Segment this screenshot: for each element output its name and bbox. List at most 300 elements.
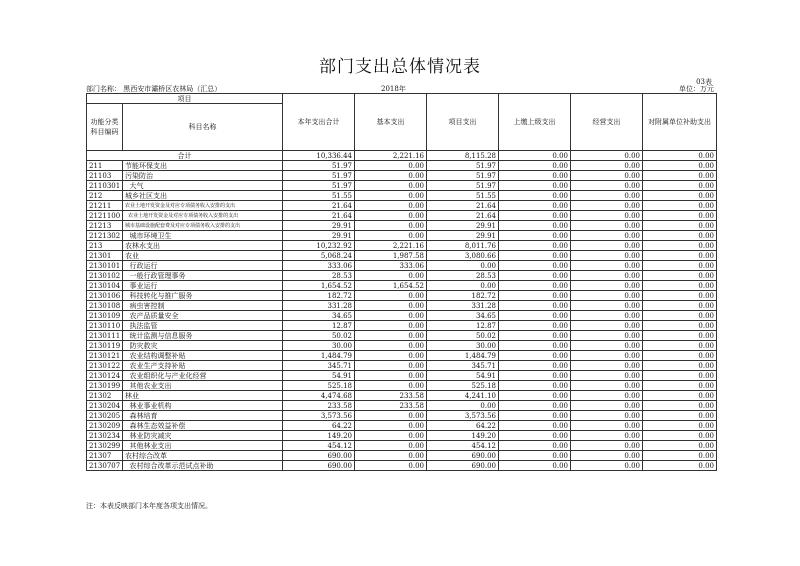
subject-name-cell: 城市环境卫生 bbox=[123, 231, 283, 241]
unit-label: 单位：万元 bbox=[679, 85, 714, 93]
func-code-cell: 21211 bbox=[87, 201, 123, 211]
amount-cell: 0.00 bbox=[643, 371, 717, 381]
amount-cell: 0.00 bbox=[499, 221, 571, 231]
table-row bbox=[87, 171, 717, 181]
amount-cell: 0.00 bbox=[427, 281, 499, 291]
amount-cell: 182.72 bbox=[283, 291, 355, 301]
amount-cell: 0.00 bbox=[499, 191, 571, 201]
amount-cell: 454.12 bbox=[427, 441, 499, 451]
subject-name-cell: 统计监测与信息服务 bbox=[123, 331, 283, 341]
amount-cell: 0.00 bbox=[571, 381, 643, 391]
table-row bbox=[87, 211, 717, 221]
total-cell: 10,336.44 bbox=[283, 151, 355, 161]
amount-cell: 0.00 bbox=[355, 361, 427, 371]
subject-name-cell: 城市基础设施配套费及对应专项债务收入安排的支出 bbox=[123, 221, 283, 231]
amount-cell: 525.18 bbox=[283, 381, 355, 391]
amount-cell: 0.00 bbox=[643, 421, 717, 431]
func-code-cell: 2130121 bbox=[87, 351, 123, 361]
subject-name-cell: 一般行政管理事务 bbox=[123, 271, 283, 281]
amount-cell: 0.00 bbox=[571, 461, 643, 471]
table-row bbox=[87, 391, 717, 401]
amount-cell: 0.00 bbox=[499, 271, 571, 281]
func-code-cell: 21307 bbox=[87, 451, 123, 461]
amount-cell: 0.00 bbox=[355, 441, 427, 451]
func-code-cell: 21103 bbox=[87, 171, 123, 181]
subject-name-cell: 其他林业支出 bbox=[123, 441, 283, 451]
amount-cell: 0.00 bbox=[571, 221, 643, 231]
func-code-cell: 2130234 bbox=[87, 431, 123, 441]
amount-cell: 0.00 bbox=[571, 331, 643, 341]
table-row bbox=[87, 331, 717, 341]
amount-cell: 0.00 bbox=[355, 371, 427, 381]
subject-name-cell: 农业生产支持补贴 bbox=[123, 361, 283, 371]
amount-cell: 345.71 bbox=[427, 361, 499, 371]
amount-cell: 0.00 bbox=[571, 161, 643, 171]
subject-name-cell: 农村综合改革 bbox=[123, 451, 283, 461]
func-code-cell: 2130119 bbox=[87, 341, 123, 351]
amount-cell: 0.00 bbox=[571, 351, 643, 361]
amount-cell: 0.00 bbox=[643, 291, 717, 301]
amount-cell: 0.00 bbox=[355, 291, 427, 301]
total-cell: 0.00 bbox=[499, 151, 571, 161]
amount-cell: 0.00 bbox=[355, 311, 427, 321]
amount-cell: 0.00 bbox=[355, 331, 427, 341]
func-code-cell: 2130209 bbox=[87, 421, 123, 431]
subject-name-cell: 事业运行 bbox=[123, 281, 283, 291]
func-code-cell: 2121100 bbox=[87, 211, 123, 221]
amount-cell: 0.00 bbox=[643, 251, 717, 261]
total-label: 合计 bbox=[87, 151, 283, 161]
func-code-cell: 2130108 bbox=[87, 301, 123, 311]
table-row bbox=[87, 421, 717, 431]
amount-cell: 690.00 bbox=[427, 461, 499, 471]
amount-cell: 0.00 bbox=[571, 261, 643, 271]
func-code-cell: 2130106 bbox=[87, 291, 123, 301]
subject-name-cell: 林业 bbox=[123, 391, 283, 401]
table-row bbox=[87, 261, 717, 271]
amount-cell: 0.00 bbox=[571, 311, 643, 321]
amount-cell: 333.06 bbox=[355, 261, 427, 271]
amount-cell: 0.00 bbox=[499, 241, 571, 251]
amount-cell: 0.00 bbox=[643, 171, 717, 181]
amount-cell: 30.00 bbox=[427, 341, 499, 351]
form-code: 03表 bbox=[696, 78, 712, 86]
header-func-code: 功能分类科目编码 bbox=[87, 104, 123, 151]
amount-cell: 29.91 bbox=[283, 231, 355, 241]
amount-cell: 64.22 bbox=[283, 421, 355, 431]
amount-cell: 0.00 bbox=[571, 271, 643, 281]
table-row bbox=[87, 321, 717, 331]
func-code-cell: 2130102 bbox=[87, 271, 123, 281]
amount-cell: 0.00 bbox=[355, 451, 427, 461]
table-row bbox=[87, 401, 717, 411]
page-title: 部门支出总体情况表 bbox=[319, 57, 481, 77]
amount-cell: 0.00 bbox=[643, 431, 717, 441]
amount-cell: 0.00 bbox=[499, 251, 571, 261]
amount-cell: 51.97 bbox=[427, 161, 499, 171]
amount-cell: 0.00 bbox=[571, 401, 643, 411]
amount-cell: 0.00 bbox=[643, 221, 717, 231]
amount-cell: 0.00 bbox=[571, 231, 643, 241]
amount-cell: 0.00 bbox=[499, 291, 571, 301]
amount-cell: 0.00 bbox=[643, 201, 717, 211]
table-row bbox=[87, 441, 717, 451]
amount-cell: 0.00 bbox=[355, 341, 427, 351]
amount-cell: 50.02 bbox=[283, 331, 355, 341]
amount-cell: 21.64 bbox=[283, 211, 355, 221]
subject-name-cell: 农产品质量安全 bbox=[123, 311, 283, 321]
amount-cell: 0.00 bbox=[499, 231, 571, 241]
amount-cell: 0.00 bbox=[643, 401, 717, 411]
table-row bbox=[87, 411, 717, 421]
amount-cell: 54.91 bbox=[427, 371, 499, 381]
amount-cell: 54.91 bbox=[283, 371, 355, 381]
amount-cell: 182.72 bbox=[427, 291, 499, 301]
amount-cell: 0.00 bbox=[427, 401, 499, 411]
amount-cell: 0.00 bbox=[499, 211, 571, 221]
amount-cell: 149.20 bbox=[427, 431, 499, 441]
table-row bbox=[87, 431, 717, 441]
func-code-cell: 2130205 bbox=[87, 411, 123, 421]
amount-cell: 0.00 bbox=[499, 171, 571, 181]
amount-cell: 0.00 bbox=[571, 171, 643, 181]
amount-cell: 0.00 bbox=[499, 431, 571, 441]
amount-cell: 0.00 bbox=[643, 411, 717, 421]
amount-cell: 0.00 bbox=[499, 201, 571, 211]
subject-name-cell: 农业组织化与产业化经营 bbox=[123, 371, 283, 381]
amount-cell: 0.00 bbox=[571, 361, 643, 371]
footnote: 注：本表反映部门本年度各项支出情况。 bbox=[86, 502, 212, 510]
amount-cell: 0.00 bbox=[499, 281, 571, 291]
amount-cell: 51.97 bbox=[427, 171, 499, 181]
amount-cell: 233.58 bbox=[355, 391, 427, 401]
func-code-cell: 2121302 bbox=[87, 231, 123, 241]
amount-cell: 690.00 bbox=[283, 451, 355, 461]
header-col-project: 项目支出 bbox=[427, 94, 499, 151]
subject-name-cell: 节能环保支出 bbox=[123, 161, 283, 171]
amount-cell: 0.00 bbox=[643, 441, 717, 451]
func-code-cell: 2130104 bbox=[87, 281, 123, 291]
header-project: 项目 bbox=[87, 94, 283, 104]
amount-cell: 51.97 bbox=[283, 181, 355, 191]
amount-cell: 3,573.56 bbox=[427, 411, 499, 421]
subject-name-cell: 农业土地开发资金及对应专项债务收入安排的支出 bbox=[123, 211, 283, 221]
subject-name-cell: 农林水支出 bbox=[123, 241, 283, 251]
amount-cell: 4,241.10 bbox=[427, 391, 499, 401]
subject-name-cell: 污染防治 bbox=[123, 171, 283, 181]
amount-cell: 0.00 bbox=[499, 421, 571, 431]
amount-cell: 0.00 bbox=[427, 261, 499, 271]
amount-cell: 0.00 bbox=[643, 331, 717, 341]
table-row bbox=[87, 291, 717, 301]
amount-cell: 0.00 bbox=[643, 161, 717, 171]
subject-name-cell: 森林培育 bbox=[123, 411, 283, 421]
amount-cell: 0.00 bbox=[571, 201, 643, 211]
amount-cell: 0.00 bbox=[571, 181, 643, 191]
amount-cell: 0.00 bbox=[499, 351, 571, 361]
table-row bbox=[87, 461, 717, 471]
subject-name-cell: 森林生态效益补偿 bbox=[123, 421, 283, 431]
table-row bbox=[87, 361, 717, 371]
amount-cell: 0.00 bbox=[643, 341, 717, 351]
subject-name-cell: 农村综合改革示范试点补助 bbox=[123, 461, 283, 471]
amount-cell: 0.00 bbox=[571, 241, 643, 251]
amount-cell: 1,654.52 bbox=[283, 281, 355, 291]
amount-cell: 0.00 bbox=[499, 331, 571, 341]
func-code-cell: 2110301 bbox=[87, 181, 123, 191]
amount-cell: 0.00 bbox=[643, 261, 717, 271]
table-row bbox=[87, 281, 717, 291]
amount-cell: 4,474.68 bbox=[283, 391, 355, 401]
table-row bbox=[87, 351, 717, 361]
amount-cell: 0.00 bbox=[643, 451, 717, 461]
amount-cell: 331.28 bbox=[427, 301, 499, 311]
subject-name-cell: 病虫害控制 bbox=[123, 301, 283, 311]
table-row bbox=[87, 311, 717, 321]
subject-name-cell: 农业结构调整补贴 bbox=[123, 351, 283, 361]
amount-cell: 0.00 bbox=[643, 391, 717, 401]
amount-cell: 34.65 bbox=[283, 311, 355, 321]
amount-cell: 0.00 bbox=[571, 431, 643, 441]
amount-cell: 0.00 bbox=[571, 291, 643, 301]
amount-cell: 0.00 bbox=[571, 211, 643, 221]
amount-cell: 0.00 bbox=[355, 171, 427, 181]
amount-cell: 51.55 bbox=[427, 191, 499, 201]
table-row bbox=[87, 181, 717, 191]
amount-cell: 51.55 bbox=[283, 191, 355, 201]
amount-cell: 0.00 bbox=[571, 301, 643, 311]
amount-cell: 0.00 bbox=[499, 161, 571, 171]
func-code-cell: 21213 bbox=[87, 221, 123, 231]
subject-name-cell: 行政运行 bbox=[123, 261, 283, 271]
amount-cell: 525.18 bbox=[427, 381, 499, 391]
amount-cell: 8,011.76 bbox=[427, 241, 499, 251]
amount-cell: 0.00 bbox=[643, 281, 717, 291]
amount-cell: 0.00 bbox=[571, 371, 643, 381]
func-code-cell: 2130122 bbox=[87, 361, 123, 371]
amount-cell: 0.00 bbox=[643, 231, 717, 241]
amount-cell: 12.87 bbox=[427, 321, 499, 331]
amount-cell: 0.00 bbox=[499, 451, 571, 461]
amount-cell: 0.00 bbox=[355, 221, 427, 231]
func-code-cell: 211 bbox=[87, 161, 123, 171]
amount-cell: 0.00 bbox=[355, 351, 427, 361]
amount-cell: 690.00 bbox=[427, 451, 499, 461]
amount-cell: 1,484.79 bbox=[427, 351, 499, 361]
total-row bbox=[87, 151, 717, 161]
amount-cell: 0.00 bbox=[355, 321, 427, 331]
subject-name-cell: 林业事业机构 bbox=[123, 401, 283, 411]
amount-cell: 0.00 bbox=[355, 191, 427, 201]
subject-name-cell: 执法监管 bbox=[123, 321, 283, 331]
amount-cell: 51.97 bbox=[283, 171, 355, 181]
subject-name-cell: 城乡社区支出 bbox=[123, 191, 283, 201]
table-row bbox=[87, 231, 717, 241]
header-col-subsidy: 对附属单位补助支出 bbox=[643, 94, 717, 151]
amount-cell: 0.00 bbox=[355, 231, 427, 241]
amount-cell: 0.00 bbox=[643, 351, 717, 361]
func-code-cell: 2130707 bbox=[87, 461, 123, 471]
table-row bbox=[87, 381, 717, 391]
table-row bbox=[87, 301, 717, 311]
func-code-cell: 2130124 bbox=[87, 371, 123, 381]
amount-cell: 233.58 bbox=[355, 401, 427, 411]
func-code-cell: 212 bbox=[87, 191, 123, 201]
expenditure-table bbox=[86, 93, 717, 471]
amount-cell: 0.00 bbox=[571, 421, 643, 431]
subject-name-cell: 大气 bbox=[123, 181, 283, 191]
amount-cell: 0.00 bbox=[355, 201, 427, 211]
amount-cell: 21.64 bbox=[427, 201, 499, 211]
amount-cell: 0.00 bbox=[499, 461, 571, 471]
amount-cell: 5,068.24 bbox=[283, 251, 355, 261]
amount-cell: 0.00 bbox=[355, 181, 427, 191]
amount-cell: 690.00 bbox=[283, 461, 355, 471]
header-col-remit: 上缴上级支出 bbox=[499, 94, 571, 151]
table-row bbox=[87, 191, 717, 201]
amount-cell: 333.06 bbox=[283, 261, 355, 271]
amount-cell: 29.91 bbox=[427, 231, 499, 241]
subject-name-cell: 科技转化与推广服务 bbox=[123, 291, 283, 301]
header-col-total: 本年支出合计 bbox=[283, 94, 355, 151]
amount-cell: 28.53 bbox=[427, 271, 499, 281]
table-row bbox=[87, 201, 717, 211]
amount-cell: 0.00 bbox=[355, 461, 427, 471]
func-code-cell: 2130199 bbox=[87, 381, 123, 391]
amount-cell: 0.00 bbox=[571, 191, 643, 201]
amount-cell: 0.00 bbox=[643, 381, 717, 391]
amount-cell: 149.20 bbox=[283, 431, 355, 441]
table-row bbox=[87, 241, 717, 251]
amount-cell: 21.64 bbox=[283, 201, 355, 211]
amount-cell: 0.00 bbox=[355, 381, 427, 391]
amount-cell: 50.02 bbox=[427, 331, 499, 341]
header-col-operating: 经营支出 bbox=[571, 94, 643, 151]
func-code-cell: 2130204 bbox=[87, 401, 123, 411]
amount-cell: 0.00 bbox=[571, 251, 643, 261]
amount-cell: 0.00 bbox=[499, 441, 571, 451]
amount-cell: 345.71 bbox=[283, 361, 355, 371]
table-row bbox=[87, 161, 717, 171]
amount-cell: 21.64 bbox=[427, 211, 499, 221]
amount-cell: 0.00 bbox=[571, 341, 643, 351]
amount-cell: 0.00 bbox=[499, 311, 571, 321]
subject-name-cell: 林业防灾减灾 bbox=[123, 431, 283, 441]
func-code-cell: 2130110 bbox=[87, 321, 123, 331]
table-row bbox=[87, 271, 717, 281]
func-code-cell: 21302 bbox=[87, 391, 123, 401]
table-row bbox=[87, 371, 717, 381]
amount-cell: 0.00 bbox=[643, 191, 717, 201]
func-code-cell: 2130101 bbox=[87, 261, 123, 271]
header-subject-name: 科目名称 bbox=[123, 104, 283, 151]
amount-cell: 0.00 bbox=[499, 261, 571, 271]
func-code-cell: 2130111 bbox=[87, 331, 123, 341]
func-code-cell: 2130299 bbox=[87, 441, 123, 451]
amount-cell: 0.00 bbox=[643, 181, 717, 191]
amount-cell: 0.00 bbox=[643, 271, 717, 281]
amount-cell: 0.00 bbox=[643, 211, 717, 221]
amount-cell: 1,987.58 bbox=[355, 251, 427, 261]
amount-cell: 51.97 bbox=[283, 161, 355, 171]
amount-cell: 0.00 bbox=[499, 371, 571, 381]
subject-name-cell: 防灾救灾 bbox=[123, 341, 283, 351]
total-cell: 8,115.28 bbox=[427, 151, 499, 161]
amount-cell: 0.00 bbox=[499, 411, 571, 421]
table-row bbox=[87, 451, 717, 461]
report-year: 2018年 bbox=[381, 85, 406, 93]
amount-cell: 0.00 bbox=[643, 241, 717, 251]
amount-cell: 0.00 bbox=[499, 341, 571, 351]
amount-cell: 0.00 bbox=[571, 391, 643, 401]
amount-cell: 10,232.92 bbox=[283, 241, 355, 251]
amount-cell: 0.00 bbox=[499, 361, 571, 371]
amount-cell: 0.00 bbox=[643, 301, 717, 311]
amount-cell: 0.00 bbox=[499, 301, 571, 311]
amount-cell: 0.00 bbox=[355, 271, 427, 281]
amount-cell: 12.87 bbox=[283, 321, 355, 331]
amount-cell: 0.00 bbox=[355, 211, 427, 221]
amount-cell: 1,484.79 bbox=[283, 351, 355, 361]
amount-cell: 0.00 bbox=[571, 281, 643, 291]
amount-cell: 0.00 bbox=[355, 161, 427, 171]
amount-cell: 0.00 bbox=[355, 421, 427, 431]
total-cell: 0.00 bbox=[643, 151, 717, 161]
amount-cell: 0.00 bbox=[643, 461, 717, 471]
amount-cell: 30.00 bbox=[283, 341, 355, 351]
amount-cell: 51.97 bbox=[427, 181, 499, 191]
amount-cell: 0.00 bbox=[355, 301, 427, 311]
amount-cell: 0.00 bbox=[643, 361, 717, 371]
func-code-cell: 21301 bbox=[87, 251, 123, 261]
amount-cell: 3,573.56 bbox=[283, 411, 355, 421]
amount-cell: 0.00 bbox=[499, 321, 571, 331]
func-code-cell: 2130109 bbox=[87, 311, 123, 321]
amount-cell: 0.00 bbox=[499, 381, 571, 391]
amount-cell: 2,221.16 bbox=[355, 241, 427, 251]
department-name: 部门名称： 黑西安市灞桥区农林局（汇总） bbox=[86, 85, 222, 93]
amount-cell: 64.22 bbox=[427, 421, 499, 431]
amount-cell: 28.53 bbox=[283, 271, 355, 281]
subject-name-cell: 农业 bbox=[123, 251, 283, 261]
amount-cell: 0.00 bbox=[355, 431, 427, 441]
amount-cell: 0.00 bbox=[643, 321, 717, 331]
total-cell: 2,221.16 bbox=[355, 151, 427, 161]
amount-cell: 29.91 bbox=[427, 221, 499, 231]
amount-cell: 29.91 bbox=[283, 221, 355, 231]
header-col-basic: 基本支出 bbox=[355, 94, 427, 151]
amount-cell: 0.00 bbox=[499, 181, 571, 191]
table-row bbox=[87, 341, 717, 351]
total-cell: 0.00 bbox=[571, 151, 643, 161]
amount-cell: 0.00 bbox=[499, 391, 571, 401]
table-row bbox=[87, 221, 717, 231]
amount-cell: 0.00 bbox=[499, 401, 571, 411]
amount-cell: 0.00 bbox=[571, 321, 643, 331]
func-code-cell: 213 bbox=[87, 241, 123, 251]
subject-name-cell: 农业土地开发资金及对应专项债务收入安排的支出 bbox=[123, 201, 283, 211]
amount-cell: 0.00 bbox=[571, 411, 643, 421]
amount-cell: 233.58 bbox=[283, 401, 355, 411]
amount-cell: 0.00 bbox=[571, 451, 643, 461]
table-row bbox=[87, 251, 717, 261]
amount-cell: 0.00 bbox=[571, 441, 643, 451]
subject-name-cell: 其他农业支出 bbox=[123, 381, 283, 391]
amount-cell: 34.65 bbox=[427, 311, 499, 321]
amount-cell: 1,654.52 bbox=[355, 281, 427, 291]
amount-cell: 3,080.66 bbox=[427, 251, 499, 261]
amount-cell: 331.28 bbox=[283, 301, 355, 311]
